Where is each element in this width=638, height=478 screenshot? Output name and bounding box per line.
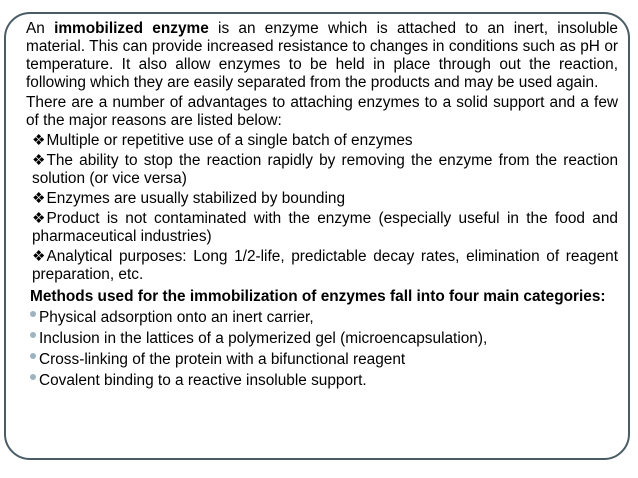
round-dot-bullet-icon: [30, 374, 36, 380]
methods-list: [26, 309, 618, 390]
list-item: [26, 248, 618, 284]
list-item: [26, 152, 618, 188]
method-text: Physical adsorption onto an inert carrier,: [39, 309, 314, 326]
list-item: [30, 372, 618, 390]
advantages-list: [26, 132, 618, 284]
methods-heading: Methods used for the immobilization of enzymes fall into four main categories:: [30, 288, 606, 305]
round-dot-bullet-icon: [30, 353, 36, 359]
advantage-text: Enzymes are usually stabilized by bounding: [46, 190, 346, 207]
advantage-text: Analytical purposes: Long 1/2-life, predictable decay rates, elimination of reagent preparation, etc.: [32, 248, 618, 283]
method-text: Inclusion in the lattices of a polymerized gel (microencapsulation),: [39, 330, 488, 347]
method-text: Covalent binding to a reactive insoluble support.: [39, 372, 367, 389]
four-diamond-bullet-icon: ❖: [32, 190, 46, 207]
four-diamond-bullet-icon: ❖: [32, 132, 46, 149]
list-item: [30, 330, 618, 348]
four-diamond-bullet-icon: ❖: [32, 248, 46, 265]
method-text: Cross-linking of the protein with a bifunctional reagent: [39, 351, 406, 368]
round-dot-bullet-icon: [30, 311, 36, 317]
slide-content: [26, 20, 618, 390]
intro-part2: is an enzyme which is attached to an inert, insoluble material. This can provide increased resistance to changes in conditions such as pH or temperature. It also allow enzymes to be held in place through out the reaction, following which they are easily separated from the products and may be used again.: [26, 20, 618, 91]
four-diamond-bullet-icon: ❖: [32, 152, 46, 169]
list-item: [26, 190, 618, 208]
round-dot-bullet-icon: [30, 332, 36, 338]
advantage-text: Multiple or repetitive use of a single batch of enzymes: [46, 132, 413, 149]
intro-term: immobilized enzyme: [54, 20, 209, 37]
list-item: [26, 132, 618, 150]
list-item: [26, 210, 618, 246]
list-item: [30, 351, 618, 369]
list-item: [30, 309, 618, 327]
intro-paragraph: [26, 20, 618, 92]
advantages-intro: There are a number of advantages to attaching enzymes to a solid support and a few of the major reasons are listed below:: [26, 94, 618, 129]
four-diamond-bullet-icon: ❖: [32, 210, 46, 227]
intro-part1: An: [26, 20, 55, 37]
advantage-text: Product is not contaminated with the enzyme (especially useful in the food and pharmaceutical industries): [32, 210, 618, 245]
advantage-text: The ability to stop the reaction rapidly by removing the enzyme from the reaction solution (or vice versa): [32, 152, 618, 187]
